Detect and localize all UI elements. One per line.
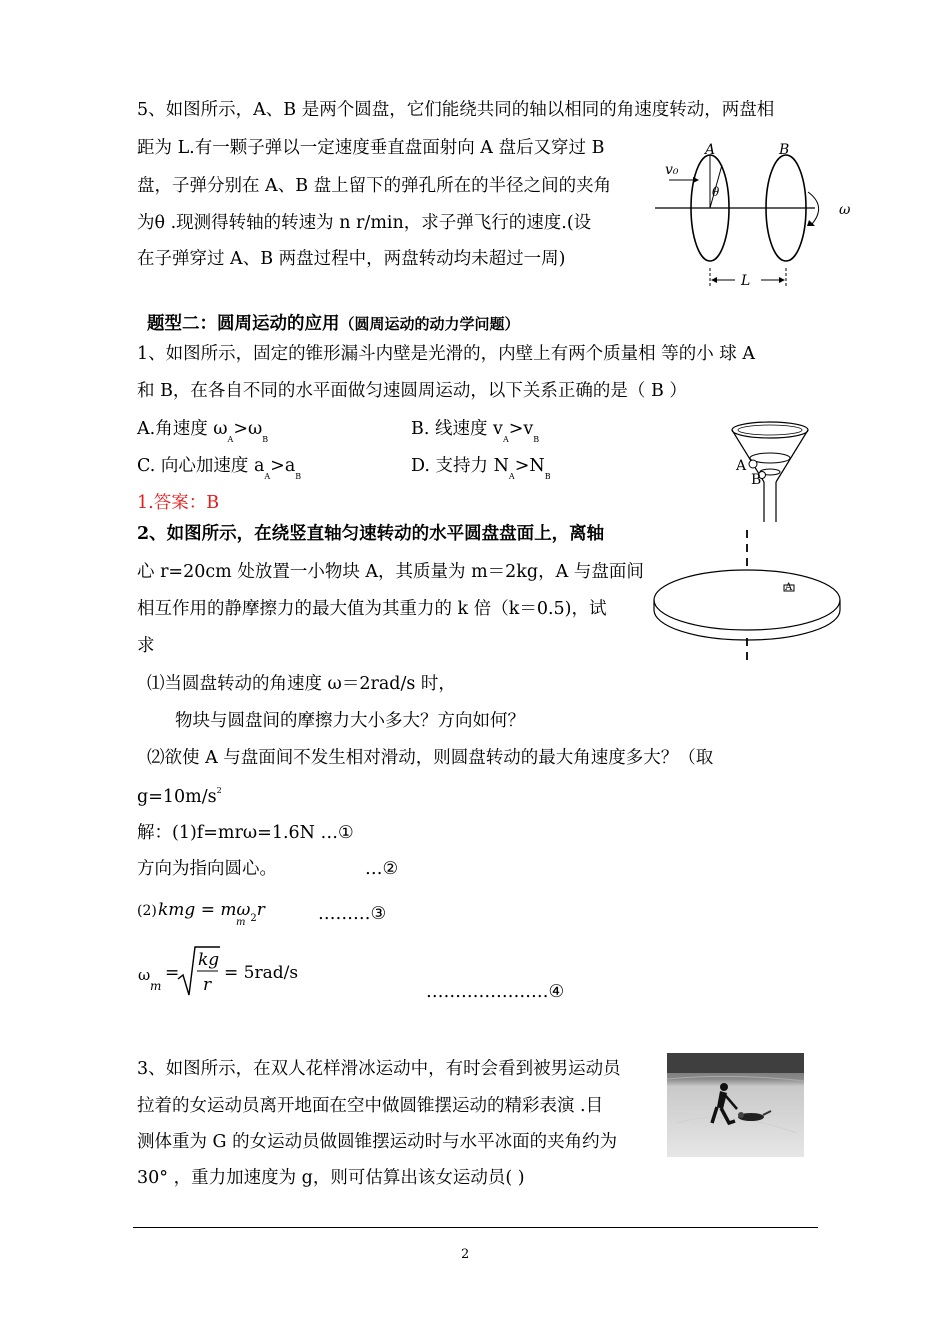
fig-label-v0: v₀: [665, 162, 679, 178]
option-d-text: D. 支持力 N: [411, 456, 509, 476]
page-number: 2: [461, 1247, 470, 1262]
sub-a: A: [264, 472, 271, 481]
sub-2b-sup: 2: [216, 786, 222, 795]
q2-solution-4-omega: ω: [138, 966, 151, 984]
fig-label-a: A: [705, 142, 716, 158]
option-b-compare: >v: [508, 419, 534, 439]
q2-solution-3-eq: [158, 900, 265, 924]
q2-solution-3-mark: ………③: [318, 904, 387, 924]
q1-option-a: [137, 419, 269, 444]
q3-line-3: 测体重为 G 的女运动员做圆锥摆运动时与水平冰面的夹角约为: [137, 1132, 618, 1152]
q2-sub-1a: ⑴当圆盘转动的角速度 ω＝2rad/s 时，: [147, 674, 456, 694]
q2-turntable-figure: [652, 530, 842, 662]
turntable-label-a: A: [785, 582, 793, 593]
fig-label-l: L: [741, 273, 751, 289]
q2-solution-3-prefix: (2): [137, 903, 157, 919]
section-2-title: 题型二：圆周运动的应用: [147, 314, 340, 334]
q2-sub-2b: [137, 786, 222, 807]
q2-line-1-text: 2、如图所示，在绕竖直轴匀速转动的水平圆盘盘面上，离轴: [137, 524, 605, 544]
q5-disk-figure: [655, 140, 855, 290]
funnel-label-a: A: [736, 458, 747, 474]
option-a-text: A.角速度 ω: [137, 419, 228, 439]
fig-label-theta: θ: [712, 185, 720, 199]
option-b-text: B. 线速度 v: [411, 419, 503, 439]
q5-line-3: 盘，子弹分别在 A、B 盘上留下的弹孔所在的半径之间的夹角: [137, 176, 612, 196]
q5-line-5: 在子弹穿过 A、B 两盘过程中，两盘转动均未超过一周): [137, 249, 566, 269]
sub-2b-text: g=10m/s: [137, 787, 217, 807]
q1-option-c: [137, 456, 302, 481]
q2-line-3: 相互作用的静摩擦力的最大值为其重力的 k 倍（k＝0.5)，试: [137, 599, 607, 619]
q2-solution-4-equals: =: [165, 963, 180, 983]
sub-b: B: [533, 435, 540, 444]
q1-answer: 1.答案：B: [137, 493, 220, 513]
eq3-r: r: [256, 900, 265, 920]
q2-solution-4-mark: …………………④: [426, 982, 565, 1002]
sub-b: B: [262, 435, 269, 444]
q2-line-2: 心 r=20cm 处放置一小物块 A，其质量为 m＝2kg，A 与盘面间: [137, 562, 644, 582]
q3-line-4: 30° ，重力加速度为 g，则可估算出该女运动员( ): [137, 1168, 525, 1188]
q1-option-d: [411, 456, 551, 481]
option-c-text: C. 向心加速度 a: [137, 456, 265, 476]
sub-a: A: [508, 472, 515, 481]
section-2-heading: [147, 316, 520, 334]
option-a-compare: >ω: [233, 419, 263, 439]
q1-line-2: 和 B，在各自不同的水平面做匀速圆周运动，以下关系正确的是（ B ）: [137, 381, 687, 401]
q2-solution-2-mark: …②: [365, 859, 399, 879]
q2-solution-4-denominator: r: [203, 975, 212, 995]
q2-sub-1b: 物块与圆盘间的摩擦力大小多大？方向如何？: [175, 711, 525, 731]
funnel-label-b: B: [751, 472, 762, 488]
q2-solution-4-numerator: kg: [198, 950, 220, 970]
q3-line-1: 3、如图所示，在双人花样滑冰运动中，有时会看到被男运动员: [137, 1059, 621, 1079]
fig-label-b: B: [779, 142, 790, 158]
sub-a: A: [502, 435, 509, 444]
q2-solution-4-sub: m: [150, 979, 162, 993]
q5-line-1: 5、如图所示，A、B 是两个圆盘，它们能绕共同的轴以相同的角速度转动，两盘相: [137, 100, 775, 120]
sub-b: B: [295, 472, 302, 481]
q2-solution-3-sub: m: [236, 917, 246, 928]
q2-solution-2: 方向为指向圆心。: [137, 859, 277, 879]
sub-a: A: [227, 435, 234, 444]
q3-skating-photo: [667, 1053, 804, 1157]
eq3-sup: 2: [250, 913, 257, 924]
q5-line-2: 距为 L.有一颗子弹以一定速度垂直盘面射向 A 盘后又穿过 B: [137, 138, 605, 158]
q3-line-2: 拉着的女运动员离开地面在空中做圆锥摆运动的精彩表演 .目: [137, 1096, 604, 1116]
q5-line-4: 为θ .现测得转轴的转速为 n r/min，求子弹飞行的速度.(设: [137, 213, 592, 233]
q1-line-1: 1、如图所示，固定的锥形漏斗内壁是光滑的，内壁上有两个质量相 等的小 球 A: [137, 344, 755, 364]
section-2-note: （圆周运动的动力学问题）: [339, 315, 520, 333]
q1-option-b: [411, 419, 540, 444]
q2-sub-2: ⑵欲使 A 与盘面间不发生相对滑动，则圆盘转动的最大角速度多大？（取: [147, 748, 714, 768]
footer-rule: [133, 1227, 818, 1228]
q2-line-1: [137, 526, 604, 544]
q2-solution-4-result: = 5rad/s: [224, 963, 299, 983]
q2-line-4: 求: [137, 636, 155, 656]
q1-funnel-figure: [722, 412, 832, 522]
option-d-compare: >N: [514, 456, 545, 476]
option-c-compare: >a: [270, 456, 296, 476]
fig-label-omega: ω: [839, 202, 851, 218]
q2-solution-1: 解：(1)f=mrω=1.6N …①: [137, 823, 354, 843]
eq3-main: kmg = mω: [158, 900, 251, 920]
sub-b: B: [544, 472, 551, 481]
